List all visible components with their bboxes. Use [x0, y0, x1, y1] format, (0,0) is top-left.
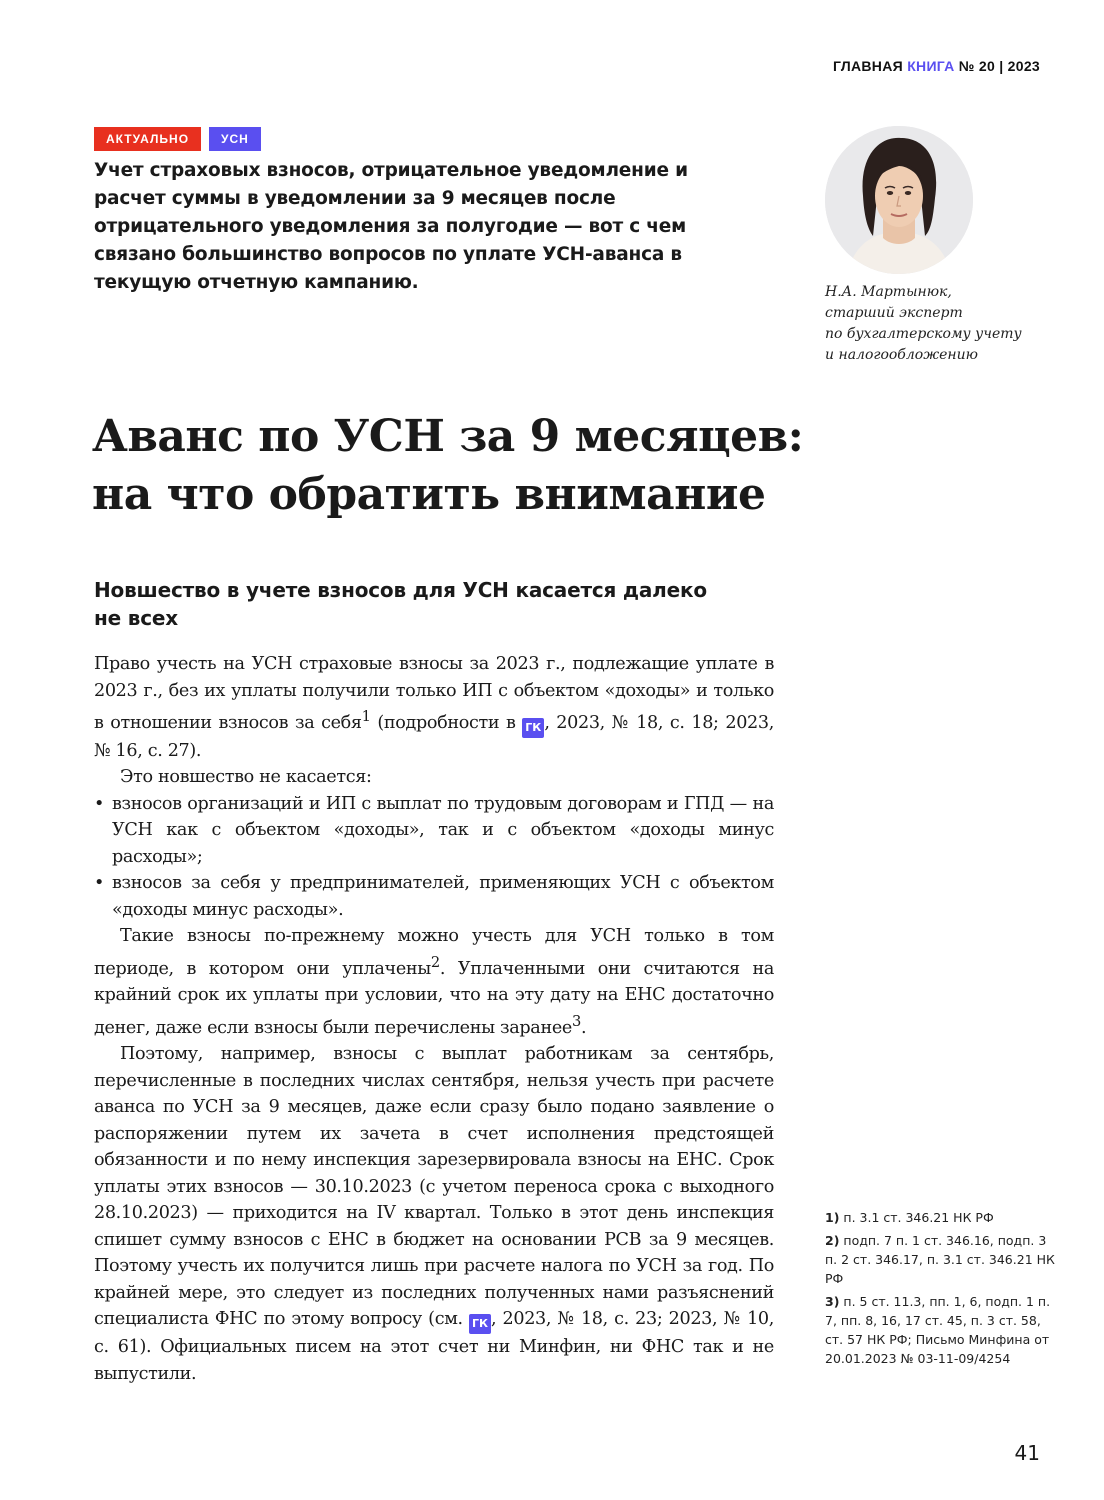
author-role-line2: по бухгалтерскому учету	[825, 326, 1022, 342]
paragraph-3	[94, 923, 774, 1041]
paragraph-4	[94, 1041, 774, 1387]
footnote-number: 1)	[825, 1210, 840, 1225]
paragraph-3-text-b: . Уплаченными они считаются на крайний срок их уплаты при условии, что на эту дату на ЕНС достаточно денег, даже если взносы были перечислены заранее	[94, 958, 774, 1038]
section-subtitle: Новшество в учете взносов для УСН касается далеко не всех	[94, 578, 707, 630]
footnote-2	[825, 1231, 1055, 1288]
paragraph-1-text-b: (подробности в	[370, 712, 523, 733]
paragraph-4-text: Поэтому, например, взносы с выплат работникам за сентябрь, перечисленные в последних числах сентября, нельзя учесть при расчете аванса по УСН за 9 месяцев, даже если сразу было подано заявление о распоряжении путем их зачета в счет исполнения предстоящей обязанности и по нему инспекция зарезервировала взносы на ЕНС. Срок уплаты этих взносов — 30.10.2023 (с учетом переноса срока с выходного 28.10.2023) — приходится на IV квартал. Только в этот день инспекция спишет сумму взносов с ЕНС в бюджет на основании РСВ за 9 месяцев. Поэтому учесть их получится лишь при расчете налога по УСН за год. По крайней мере, это следует из последних полученных нами разъяснений специалиста ФНС по этому вопросу (см.	[94, 1044, 774, 1330]
brand-name-part1: ГЛАВНАЯ	[832, 58, 903, 74]
tag-section: УСН	[209, 127, 261, 151]
paragraph-1	[94, 651, 774, 764]
author-portrait	[825, 126, 973, 274]
gk-logo-icon: ГК	[469, 1314, 491, 1334]
article-title-line2: на что обратить внимание	[92, 469, 766, 520]
footnote-number: 3)	[825, 1294, 840, 1309]
author-name: Н.А. Мартынюк,	[825, 284, 952, 300]
author-role-line1: старший эксперт	[825, 305, 963, 321]
paragraph-1-text-c: , 2023, № 18, с. 18; 2023, № 16, с. 27).	[94, 712, 774, 761]
footnote-number: 2)	[825, 1233, 840, 1248]
brand-name-part2: КНИГА	[907, 58, 955, 74]
rubric-tags	[94, 127, 261, 151]
article-title	[92, 408, 892, 524]
footnote-text: п. 5 ст. 11.3, пп. 1, 6, подп. 1 п. 7, пп. 8, 16, 17 ст. 45, п. 3 ст. 58, ст. 57 НК РФ; Письмо Минфина от 20.01.2023 № 03-11-09/4254	[825, 1294, 1051, 1366]
author-photo-image	[825, 126, 973, 274]
author-caption	[825, 282, 1045, 366]
paragraph-3-text-c: .	[580, 1017, 587, 1038]
paragraph-3-text: Такие взносы по-прежнему можно учесть для УСН только в том периоде, в котором они уплачены	[94, 926, 774, 979]
list-item: • взносов организаций и ИП с выплат по трудовым договорам и ГПД — на УСН как с объектом «доходы», так и с объектом «доходы минус расходы»;	[94, 791, 774, 871]
exceptions-list	[94, 791, 774, 924]
footnotes	[825, 1208, 1055, 1372]
footnote-3	[825, 1292, 1055, 1368]
journal-header	[833, 58, 1040, 74]
article-body	[94, 651, 774, 1387]
paragraph-1-text: Право учесть на УСН страховые взносы за 2023 г., подлежащие уплате в 2023 г., без их уплаты получили только ИП с объектом «доходы» и только в отношении взносов за себя	[94, 654, 774, 733]
page-number: 41	[1014, 1441, 1040, 1465]
footnote-text: п. 3.1 ст. 346.21 НК РФ	[839, 1210, 994, 1225]
paragraph-2: Это новшество не касается:	[120, 767, 372, 788]
tag-topical: АКТУАЛЬНО	[94, 127, 201, 151]
footnote-ref-3: 3	[571, 1012, 581, 1030]
author-role-line3: и налогообложению	[825, 347, 978, 363]
gk-logo-icon: ГК	[522, 718, 544, 738]
lead-paragraph: Учет страховых взносов, отрицательное уведомление и расчет суммы в уведомлении за 9 месяцев после отрицательного уведомления за полугодие — вот с чем связано большинство вопросов по уплате УСН-аванса в текущую отчетную кампанию.	[94, 160, 688, 293]
list-item: • взносов за себя у предпринимателей, применяющих УСН с объектом «доходы минус расходы».	[94, 870, 774, 923]
issue-number: № 20 | 2023	[958, 58, 1040, 74]
footnote-ref-1: 1	[361, 708, 371, 725]
footnote-1	[825, 1208, 1055, 1227]
article-title-line1: Аванс по УСН за 9 месяцев:	[92, 411, 804, 462]
paragraph-4-text-b: , 2023, № 18, с. 23; 2023, № 10, с. 61). Официальных писем на этот счет ни Минфин, ни ФНС так и не выпустили.	[94, 1309, 774, 1384]
footnote-ref-2: 2	[430, 953, 440, 971]
footnote-text: подп. 7 п. 1 ст. 346.16, подп. 3 п. 2 ст. 346.17, п. 3.1 ст. 346.21 НК РФ	[825, 1233, 1055, 1286]
